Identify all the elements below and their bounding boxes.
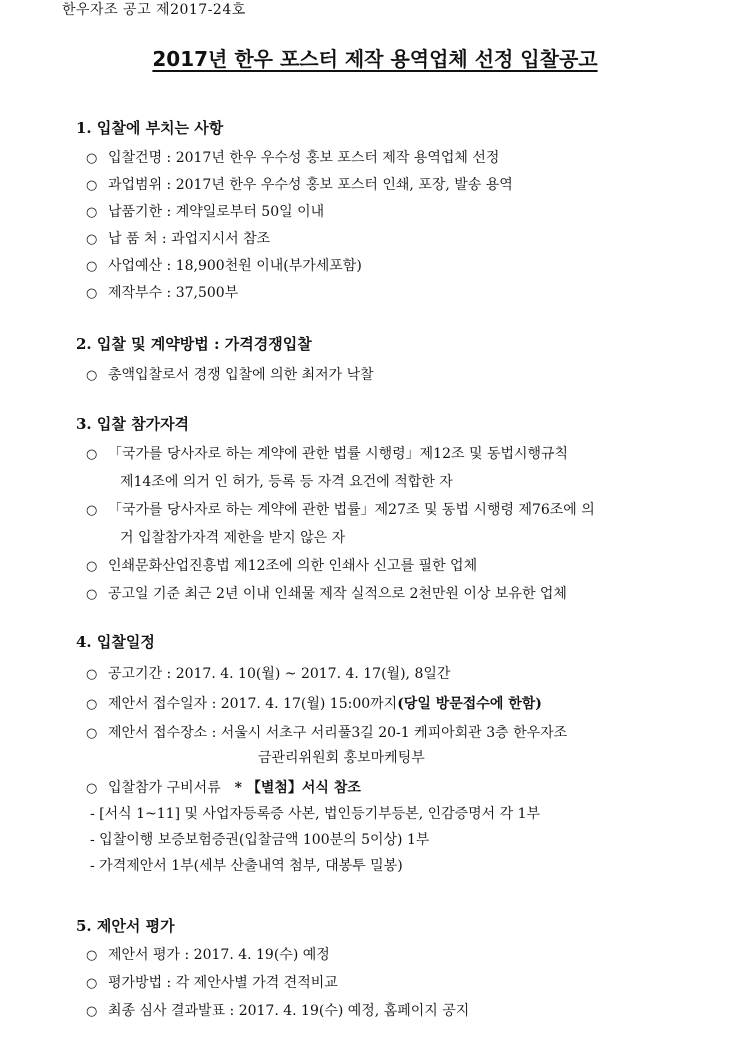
item-text: 제안서 평가 : 2017. 4. 19(수) 예정 — [108, 947, 330, 963]
circle-bullet-icon: ○ — [86, 151, 98, 166]
list-item — [86, 363, 696, 388]
circle-bullet-icon: ○ — [86, 726, 98, 741]
list-item — [86, 173, 696, 198]
item-text: 최종 심사 결과발표 : 2017. 4. 19(수) 예정, 홈페이지 공지 — [108, 1003, 470, 1019]
list-item — [86, 554, 696, 579]
item-text: 사업예산 : 18,900천원 이내(부가세포함) — [108, 258, 362, 274]
list-item — [86, 227, 696, 252]
docs-note: * 【별첨】서식 참조 — [234, 780, 361, 796]
title-text: 2017년 한우 포스터 제작 용역업체 선정 입찰공고 — [152, 47, 598, 71]
circle-bullet-icon: ○ — [86, 205, 98, 220]
list-item — [86, 146, 696, 171]
circle-bullet-icon: ○ — [86, 178, 98, 193]
deadline-note: (당일 방문접수에 한함) — [397, 696, 542, 712]
section-heading: 3. 입찰 참가자격 — [76, 415, 190, 433]
item-text: 공고기간 : 2017. 4. 10(월) ~ 2017. 4. 17(월), 8일간 — [108, 666, 451, 682]
list-item — [86, 582, 696, 607]
list-item — [86, 999, 696, 1024]
circle-bullet-icon: ○ — [86, 447, 98, 462]
item-text: 공고일 기준 최근 2년 이내 인쇄물 제작 실적으로 2천만원 이상 보유한 업체 — [108, 586, 567, 602]
circle-bullet-icon: ○ — [86, 948, 98, 963]
circle-bullet-icon: ○ — [86, 781, 98, 796]
list-item — [86, 943, 696, 968]
list-item — [86, 254, 696, 279]
circle-bullet-icon: ○ — [86, 697, 98, 712]
document-number: 한우자조 공고 제2017-24호 — [62, 2, 246, 18]
list-item: - 가격제안서 1부(세부 산출내역 첨부, 대봉투 밀봉) — [90, 858, 403, 874]
circle-bullet-icon: ○ — [86, 368, 98, 383]
item-text: 입찰건명 : 2017년 한우 우수성 홍보 포스터 제작 용역업체 선정 — [108, 150, 500, 166]
item-continuation: 거 입찰참가자격 제한을 받지 않은 자 — [120, 530, 346, 546]
item-text: 「국가를 당사자로 하는 계약에 관한 법률 시행령」제12조 및 동법시행규칙 — [108, 446, 569, 462]
item-continuation: 금관리위원회 홍보마케팅부 — [258, 750, 425, 766]
circle-bullet-icon: ○ — [86, 559, 98, 574]
item-text: 총액입찰로서 경쟁 입찰에 의한 최저가 낙찰 — [108, 367, 374, 383]
item-text: 평가방법 : 각 제안사별 가격 견적비교 — [108, 975, 338, 991]
list-item — [86, 200, 696, 225]
list-item — [86, 498, 696, 523]
circle-bullet-icon: ○ — [86, 232, 98, 247]
circle-bullet-icon: ○ — [86, 286, 98, 301]
item-text: 납 품 처 : 과업지시서 참조 — [108, 231, 271, 247]
list-item — [86, 281, 696, 306]
circle-bullet-icon: ○ — [86, 976, 98, 991]
list-item: - 입찰이행 보증보험증권(입찰금액 100분의 5이상) 1부 — [90, 832, 430, 848]
section-heading: 1. 입찰에 부치는 사항 — [76, 119, 224, 137]
list-item — [86, 662, 696, 687]
list-item — [86, 442, 696, 467]
list-item — [86, 776, 696, 801]
circle-bullet-icon: ○ — [86, 503, 98, 518]
circle-bullet-icon: ○ — [86, 667, 98, 682]
circle-bullet-icon: ○ — [86, 587, 98, 602]
circle-bullet-icon: ○ — [86, 1004, 98, 1019]
section-heading: 4. 입찰일정 — [76, 633, 155, 651]
list-item: - [서식 1~11] 및 사업자등록증 사본, 법인등기부등본, 인감증명서 각 1부 — [90, 806, 541, 822]
list-item — [86, 692, 696, 717]
page-title — [0, 44, 750, 74]
item-text: 「국가를 당사자로 하는 계약에 관한 법률」제27조 및 동법 시행령 제76조에 의 — [108, 502, 595, 518]
section-heading: 2. 입찰 및 계약방법 : 가격경쟁입찰 — [76, 335, 312, 353]
circle-bullet-icon: ○ — [86, 259, 98, 274]
item-text: 제안서 접수일자 : 2017. 4. 17(월) 15:00까지 — [108, 696, 398, 712]
item-text: 입찰참가 구비서류 — [108, 780, 221, 796]
item-text: 납품기한 : 계약일로부터 50일 이내 — [108, 204, 325, 220]
list-item — [86, 971, 696, 996]
item-continuation: 제14조에 의거 인 허가, 등록 등 자격 요건에 적합한 자 — [120, 474, 453, 490]
section-heading: 5. 제안서 평가 — [76, 917, 175, 935]
item-text: 인쇄문화산업진흥법 제12조에 의한 인쇄사 신고를 필한 업체 — [108, 558, 478, 574]
item-text: 제작부수 : 37,500부 — [108, 285, 239, 301]
item-text: 제안서 접수장소 : 서울시 서초구 서리풀3길 20-1 케피아회관 3층 한우자조 — [108, 725, 568, 741]
list-item — [86, 721, 696, 746]
item-text: 과업범위 : 2017년 한우 우수성 홍보 포스터 인쇄, 포장, 발송 용역 — [108, 177, 513, 193]
